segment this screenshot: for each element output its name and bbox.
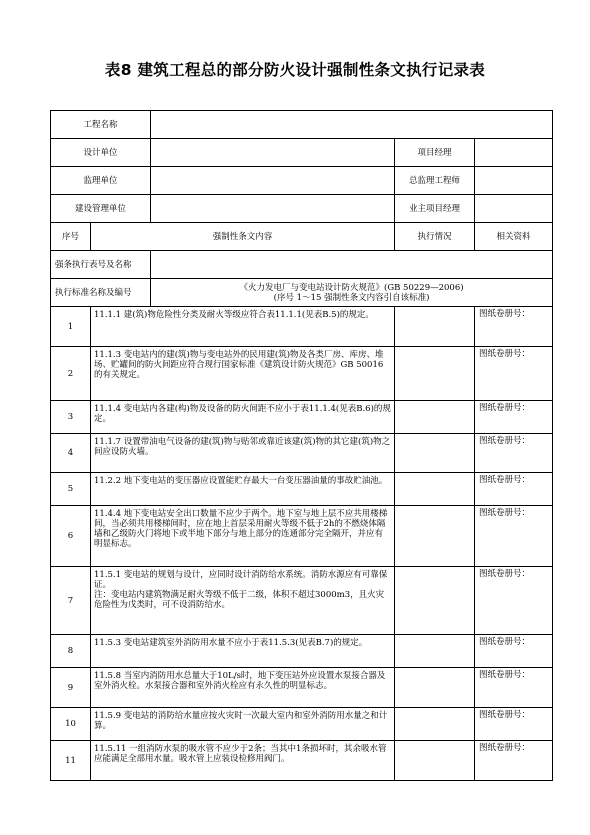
requirement-row [51,567,553,635]
requirement-text: 11.1.4 变电站内各建(构)物及设备的防火间距不应小于表11.1.4(见表B.6)的规定。 [91,401,395,434]
chief-supervisor-value[interactable] [475,167,553,195]
requirement-no: 4 [51,434,91,473]
requirement-status-cell[interactable] [395,434,475,473]
requirement-material: 图纸卷册号： [475,473,553,506]
project-name-value[interactable] [151,111,553,139]
supervision-unit-label: 监理单位 [51,167,151,195]
col-status-header: 执行情况 [395,223,475,251]
requirement-material: 图纸卷册号： [475,434,553,473]
requirement-text: 11.2.2 地下变电站的变压器应设置能贮存最大一台变压器油量的事故贮油池。 [91,473,395,506]
requirement-status-cell[interactable] [395,635,475,668]
requirement-no: 2 [51,347,91,401]
project-manager-label: 项目经理 [395,139,475,167]
project-manager-value[interactable] [475,139,553,167]
requirement-row [51,708,553,741]
requirement-status-cell[interactable] [395,567,475,635]
requirement-row [51,434,553,473]
requirement-no: 9 [51,668,91,708]
standard-table-value[interactable] [151,251,553,279]
requirement-row [51,473,553,506]
standard-name-label: 执行标准名称及编号 [51,279,151,307]
requirement-row [51,668,553,708]
requirement-text: 11.5.1 变电站的规划与设计，应同时设计消防给水系统。消防水源应有可靠保证。 注：变电站内建筑物满足耐火等级不低于二级，体积不超过3000m3，且火灾危险性为戊类时，可不设消防给水。 [91,567,395,635]
requirement-row [51,401,553,434]
design-unit-value[interactable] [151,139,395,167]
requirement-material: 图纸卷册号： [475,506,553,567]
requirement-row [51,635,553,668]
page-title: 表8 建筑工程总的部分防火设计强制性条文执行记录表 [104,61,486,79]
requirement-text: 11.4.4 地下变电站安全出口数量不应少于两个。地下室与地上层不应共用楼梯间，当必须共用楼梯间时，应在地上首层采用耐火等级不低于2h的不燃烧体隔墙和乙级防火门将地下或半地下部分与地上部分的连通部分完全隔开，并应有明显标志。 [91,506,395,567]
design-unit-row [51,139,553,167]
col-material-header: 相关资料 [475,223,553,251]
requirement-text: 11.5.9 变电站的消防给水量应按火灾时一次最大室内和室外消防用水量之和计算。 [91,708,395,741]
project-name-row [51,111,553,139]
construction-mgmt-row [51,195,553,223]
col-content-header: 强制性条文内容 [91,223,395,251]
requirement-material: 图纸卷册号： [475,567,553,635]
requirement-material: 图纸卷册号： [475,668,553,708]
project-name-label: 工程名称 [51,111,151,139]
requirement-row [51,347,553,401]
standard-table-label: 强条执行表号及名称 [51,251,151,279]
design-unit-label: 设计单位 [51,139,151,167]
supervision-row [51,167,553,195]
requirement-status-cell[interactable] [395,401,475,434]
supervision-unit-value[interactable] [151,167,395,195]
requirement-no: 7 [51,567,91,635]
owner-pm-label: 业主项目经理 [395,195,475,223]
requirement-material: 图纸卷册号： [475,347,553,401]
requirement-status-cell[interactable] [395,473,475,506]
standard-name-value: 《火力发电厂与变电站设计防火规范》(GB 50229—2006) (序号 1～15 强制性条文内容引自该标准) [151,279,553,307]
chief-supervisor-label: 总监理工程师 [395,167,475,195]
requirement-row [51,307,553,347]
requirement-no: 8 [51,635,91,668]
requirement-material: 图纸卷册号： [475,741,553,781]
requirement-text: 11.1.3 变电站内的建(筑)物与变电站外的民用建(筑)物及各类厂房、库房、堆场、贮罐间的防火间距应符合现行国家标准《建筑设计防火规范》GB 50016的有关规定。 [91,347,395,401]
fire-code-record-table [50,110,553,781]
requirement-status-cell[interactable] [395,708,475,741]
requirement-status-cell[interactable] [395,506,475,567]
standard-name-row [51,279,553,307]
requirement-no: 3 [51,401,91,434]
standard-table-row [51,251,553,279]
requirement-status-cell[interactable] [395,307,475,347]
requirement-text: 11.5.8 当室内消防用水总量大于10L/s时，地下变压站外应设置水泵接合器及室外消火栓。水泵接合器和室外消火栓应有永久性的明显标志。 [91,668,395,708]
requirement-status-cell[interactable] [395,347,475,401]
construction-mgmt-label: 建设管理单位 [51,195,151,223]
requirement-text: 11.5.3 变电站建筑室外消防用水量不应小于表11.5.3(见表B.7)的规定。 [91,635,395,668]
requirement-no: 5 [51,473,91,506]
requirement-text: 11.5.11 一组消防水泵的吸水管不应少于2条；当其中1条损坏时，其余吸水管应能满足全部用水量。吸水管上应装设检修用阀门。 [91,741,395,781]
requirement-material: 图纸卷册号： [475,635,553,668]
column-header-row [51,223,553,251]
requirement-material: 图纸卷册号： [475,401,553,434]
requirement-text: 11.1.7 设置带油电气设备的建(筑)物与贴邻或靠近该建(筑)物的其它建(筑)物之间应设防火墙。 [91,434,395,473]
construction-mgmt-value[interactable] [151,195,395,223]
requirement-no: 10 [51,708,91,741]
requirement-material: 图纸卷册号： [475,708,553,741]
requirement-text: 11.1.1 建(筑)物危险性分类及耐火等级应符合表11.1.1(见表B.5)的规定。 [91,307,395,347]
requirement-no: 11 [51,741,91,781]
col-seq-header: 序号 [51,223,91,251]
requirement-row [51,741,553,781]
requirement-no: 1 [51,307,91,347]
owner-pm-value[interactable] [475,195,553,223]
requirement-no: 6 [51,506,91,567]
requirement-status-cell[interactable] [395,668,475,708]
requirement-material: 图纸卷册号： [475,307,553,347]
requirement-row [51,506,553,567]
requirement-status-cell[interactable] [395,741,475,781]
